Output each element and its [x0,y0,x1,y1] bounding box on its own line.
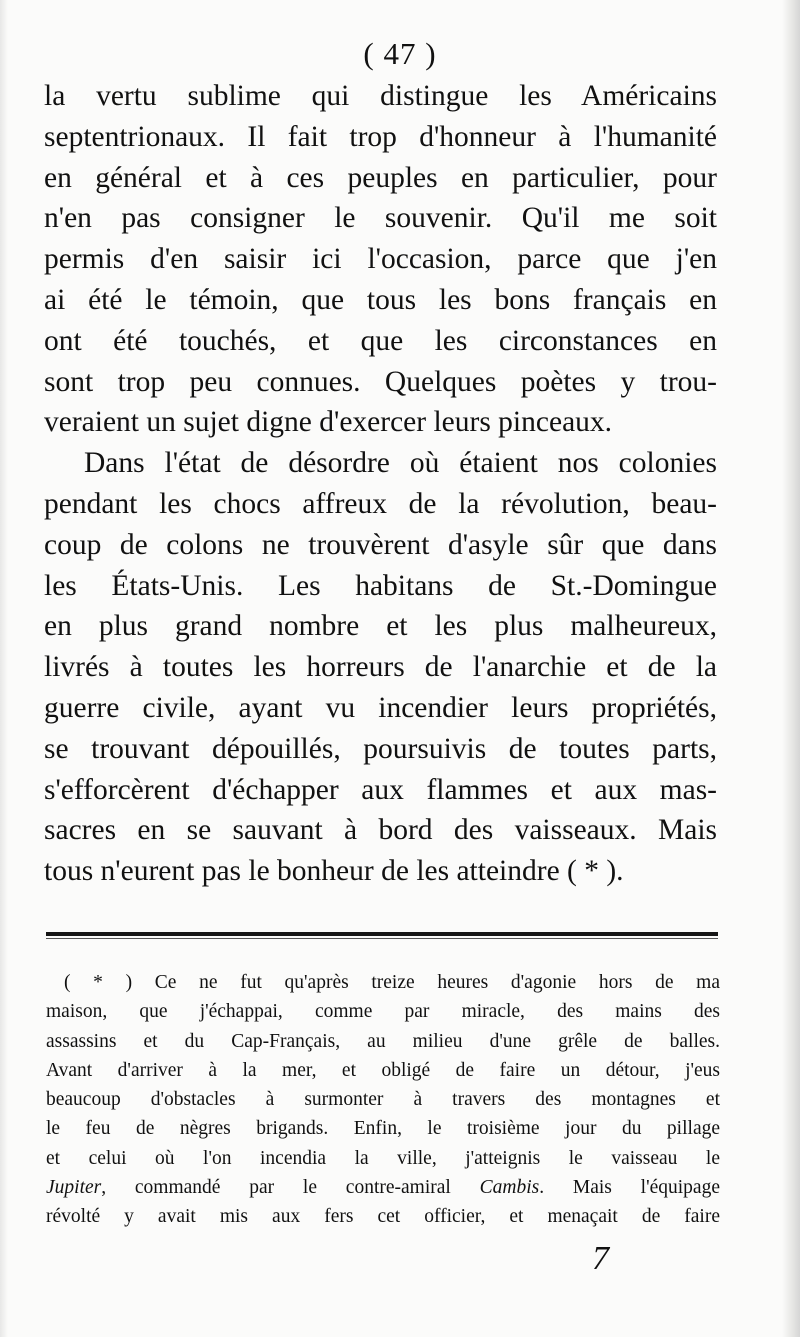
text-line: en plus grand nombre et les plus malheureux, [44,610,717,643]
footnote [46,968,720,1232]
text-line: s'efforcèrent d'échapper aux flammes et aux mas- [44,773,717,806]
footnote-text: . Mais l'équipage [539,1177,720,1199]
text-line: coup de colons ne trouvèrent d'asyle sûr que dans [44,528,717,561]
text-line: sont trop peu connues. Quelques poètes y trou- [44,365,717,398]
footnote-separator-thin-rule [46,938,718,939]
footnote-text: , commandé par le contre-amiral [101,1177,480,1199]
footnote-line: le feu de nègres brigands. Enfin, le troisième jour du pillage [46,1118,720,1140]
text-line: permis d'en saisir ici l'occasion, parce que j'en [44,243,717,276]
footnote-line: beaucoup d'obstacles à surmonter à travers des montagnes et [46,1089,720,1111]
text-line: guerre civile, ayant vu incendier leurs propriétés, [44,691,717,724]
footnote-line: révolté y avait mis aux fers cet officier, et menaçait de faire [46,1206,720,1228]
footnote-line-mixed [46,1173,720,1202]
text-line: livrés à toutes les horreurs de l'anarchie et de la [44,651,717,684]
page-number: ( 47 ) [363,36,437,71]
footnote-line: et celui où l'on incendia la ville, j'atteignis le vaisseau le [46,1147,720,1169]
text-line: se trouvant dépouillés, poursuivis de toutes parts, [44,732,717,765]
text-line: pendant les chocs affreux de la révolution, beau- [44,487,717,520]
text-line: les États-Unis. Les habitans de St.-Domingue [44,569,717,602]
text-line: ont été touchés, et que les circonstances en [44,324,717,357]
ship-name: Jupiter [46,1177,102,1199]
admiral-name: Cambis [479,1177,540,1199]
footnote-line: Avant d'arriver à la mer, et obligé de faire un détour, j'eus [46,1059,720,1081]
footnote-separator-rule [46,932,718,936]
page-edge-left [0,0,8,1337]
text-line: tous n'eurent pas le bonheur de les atteindre ( * ). [44,855,624,888]
text-line: en général et à ces peuples en particulier, pour [44,161,717,194]
text-line: ai été le témoin, que tous les bons français en [44,283,717,316]
text-line: sacres en se sauvant à bord des vaisseaux. Mais [44,814,717,847]
page-edge-right [782,0,800,1337]
signature-mark: 7 [592,1240,609,1277]
footnote-line: maison, que j'échappai, comme par miracle, des mains des [46,1001,720,1023]
text-line: la vertu sublime qui distingue les Américains [44,80,717,112]
text-line: septentrionaux. Il fait trop d'honneur à l'humanité [44,120,717,153]
footnote-line: assassins et du Cap-Français, au milieu d'une grêle de balles. [46,1030,720,1052]
text-line: veraient un sujet digne d'exercer leurs pinceaux. [44,406,613,439]
main-text [44,76,717,892]
text-line: n'en pas consigner le souvenir. Qu'il me soit [44,202,717,235]
text-line: Dans l'état de désordre où étaient nos colonies [84,447,717,480]
footnote-line: ( * ) Ce ne fut qu'après treize heures d'agonie hors de ma [64,972,720,993]
